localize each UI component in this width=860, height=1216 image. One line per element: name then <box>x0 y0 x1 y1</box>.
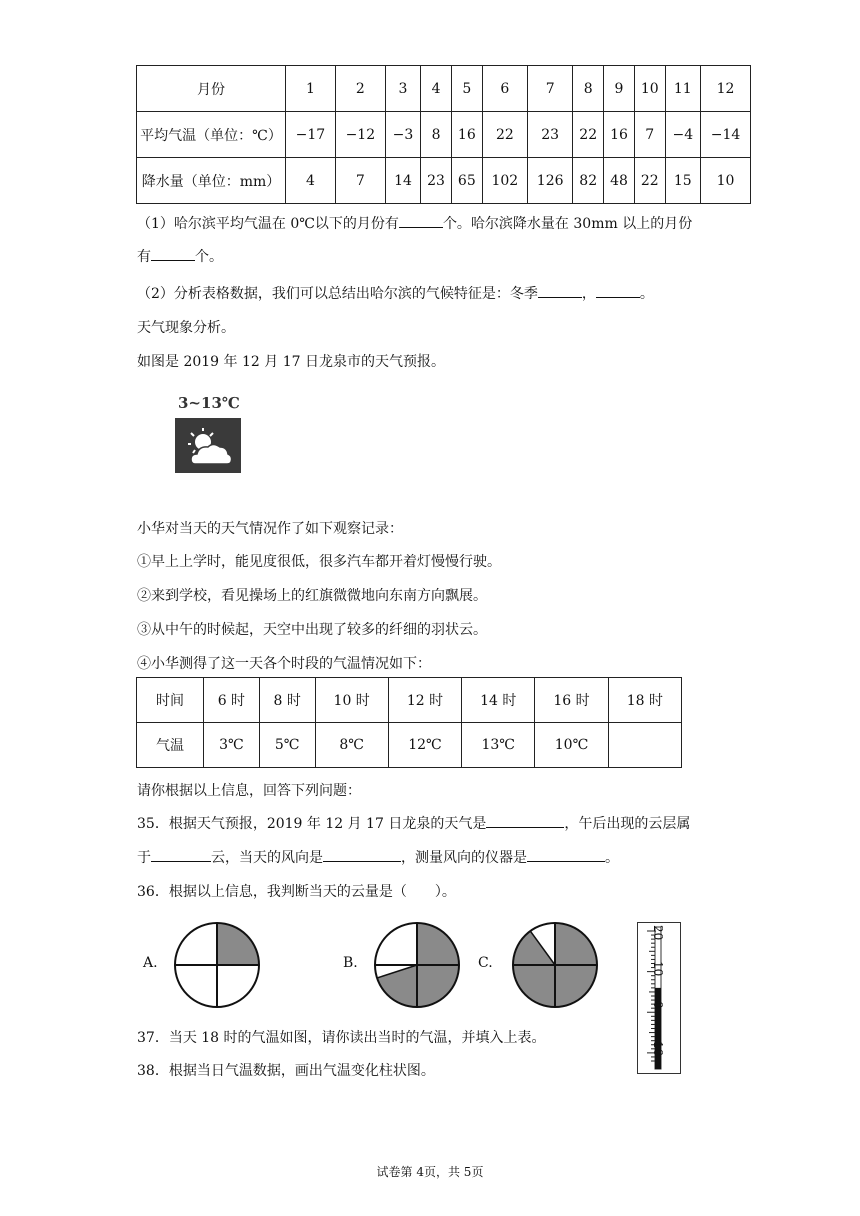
table-cell: 9 <box>604 66 635 112</box>
table-cell: 23 <box>528 112 573 158</box>
answer-cell-18h[interactable] <box>608 723 681 768</box>
answer-blank[interactable] <box>399 213 443 228</box>
answer-blank[interactable] <box>527 847 605 862</box>
table-cell: 16 时 <box>535 678 608 723</box>
temperature-table <box>136 677 682 768</box>
observe-intro: 小华对当天的天气情况作了如下观察记录： <box>137 521 403 537</box>
table-cell: 14 时 <box>462 678 535 723</box>
table-cell: 22 <box>482 112 527 158</box>
climate-table <box>136 65 751 204</box>
table-cell: −14 <box>700 112 750 158</box>
table-cell: 48 <box>604 158 635 204</box>
table-cell: 102 <box>482 158 527 204</box>
section-title: 天气现象分析。 <box>137 320 235 336</box>
table-cell: 22 <box>634 158 665 204</box>
table-cell: 10℃ <box>535 723 608 768</box>
table-cell: 8 时 <box>259 678 315 723</box>
table-cell: 12℃ <box>388 723 461 768</box>
answer-blank[interactable] <box>151 246 195 261</box>
table-cell: 10 时 <box>315 678 388 723</box>
table-cell: 气温 <box>137 723 204 768</box>
table-cell: 11 <box>665 66 700 112</box>
table-cell: 8 <box>573 66 604 112</box>
prompt: 请你根据以上信息，回答下列问题： <box>137 783 361 799</box>
thermometer-label-minus-10: 10 <box>651 1041 665 1057</box>
option-a-label[interactable]: A. <box>143 955 158 971</box>
table-cell: 8℃ <box>315 723 388 768</box>
table-cell: 1 <box>286 66 336 112</box>
table-cell: 18 时 <box>608 678 681 723</box>
table-cell: 23 <box>421 158 452 204</box>
table-cell: 8 <box>421 112 452 158</box>
answer-blank[interactable] <box>538 283 582 298</box>
observation-1: ①早上上学时，能见度很低，很多汽车都开着灯慢慢行驶。 <box>137 554 501 570</box>
option-c-label[interactable]: C. <box>478 955 493 971</box>
table-cell: 3 <box>385 66 420 112</box>
question-35-line-1: 35．根据天气预报，2019 年 12 月 17 日龙泉的天气是 ，午后出现的云层属 <box>137 813 690 833</box>
table-cell: 7 <box>634 112 665 158</box>
table-row <box>137 158 751 204</box>
cloud-cover-pie-a <box>175 923 259 1007</box>
question-1-line-2: 有 个。 <box>137 246 223 266</box>
table-row <box>137 678 682 723</box>
page-footer: 试卷第 4页，共 5页 <box>376 1165 484 1179</box>
table-cell: 22 <box>573 112 604 158</box>
observation-4: ④小华测得了这一天各个时段的气温情况如下： <box>137 656 431 672</box>
observation-3: ③从中午的时候起，天空中出现了较多的纤细的羽状云。 <box>137 622 487 638</box>
thermometer-label-0: 0 <box>651 1001 665 1009</box>
table-cell: 2 <box>335 66 385 112</box>
table-cell: 10 <box>634 66 665 112</box>
table-cell: 12 <box>700 66 750 112</box>
table-cell: −12 <box>335 112 385 158</box>
table-cell: 12 时 <box>388 678 461 723</box>
question-35-line-2: 于 云，当天的风向是 ，测量风向的仪器是 。 <box>137 847 619 867</box>
table-row <box>137 66 751 112</box>
forecast-intro: 如图是 2019 年 12 月 17 日龙泉市的天气预报。 <box>137 354 445 370</box>
table-cell: 16 <box>451 112 482 158</box>
table-cell: 4 <box>286 158 336 204</box>
table-cell: −3 <box>385 112 420 158</box>
answer-blank[interactable] <box>486 813 564 828</box>
option-b-pie[interactable] <box>372 920 462 1010</box>
table-row <box>137 723 682 768</box>
table-cell: 15 <box>665 158 700 204</box>
table-cell: 5℃ <box>259 723 315 768</box>
table-cell: −4 <box>665 112 700 158</box>
table-cell: 14 <box>385 158 420 204</box>
forecast-icon-box <box>175 418 241 473</box>
table-cell: −17 <box>286 112 336 158</box>
observation-2: ②来到学校，看见操场上的红旗微微地向东南方向飘展。 <box>137 588 487 604</box>
table-cell: 65 <box>451 158 482 204</box>
thermometer <box>637 922 681 1074</box>
table-cell: 7 <box>528 66 573 112</box>
table-cell: 4 <box>421 66 452 112</box>
cloud-cover-pie-b <box>375 923 459 1007</box>
table-cell: 时间 <box>137 678 204 723</box>
table-cell: 3℃ <box>204 723 260 768</box>
table-cell: 13℃ <box>462 723 535 768</box>
option-b-label[interactable]: B. <box>343 955 358 971</box>
answer-blank[interactable] <box>151 847 211 862</box>
answer-blank[interactable] <box>323 847 401 862</box>
table-cell: 126 <box>528 158 573 204</box>
option-a-pie[interactable] <box>172 920 262 1010</box>
option-c-pie[interactable] <box>510 920 600 1010</box>
table-row <box>137 112 751 158</box>
question-38: 38．根据当日气温数据，画出气温变化柱状图。 <box>137 1063 435 1079</box>
thermometer-label-10: 10 <box>651 961 665 977</box>
sun-cloud-icon <box>175 418 241 473</box>
table-cell: 7 <box>335 158 385 204</box>
table-cell: 6 <box>482 66 527 112</box>
table-cell: 10 <box>700 158 750 204</box>
row-header: 月份 <box>137 66 286 112</box>
table-cell: 16 <box>604 112 635 158</box>
question-1-line-1: （1）哈尔滨平均气温在 0℃以下的月份有 个。哈尔滨降水量在 30mm 以上的月份 <box>137 213 692 233</box>
table-cell: 82 <box>573 158 604 204</box>
table-cell: 6 时 <box>204 678 260 723</box>
answer-blank[interactable] <box>596 283 640 298</box>
cloud-cover-pie-c <box>513 923 597 1007</box>
thermometer-label-20: 20 <box>651 925 665 941</box>
question-2: （2）分析表格数据，我们可以总结出哈尔滨的气候特征是：冬季 ， 。 <box>137 283 654 303</box>
row-header: 平均气温（单位：℃） <box>137 112 286 158</box>
question-37: 37．当天 18 时的气温如图，请你读出当时的气温，并填入上表。 <box>137 1030 546 1046</box>
question-36: 36．根据以上信息，我判断当天的云量是（ ）。 <box>137 884 456 900</box>
forecast-temp-range: 3~13℃ <box>178 394 240 412</box>
table-cell: 5 <box>451 66 482 112</box>
row-header: 降水量（单位：mm） <box>137 158 286 204</box>
